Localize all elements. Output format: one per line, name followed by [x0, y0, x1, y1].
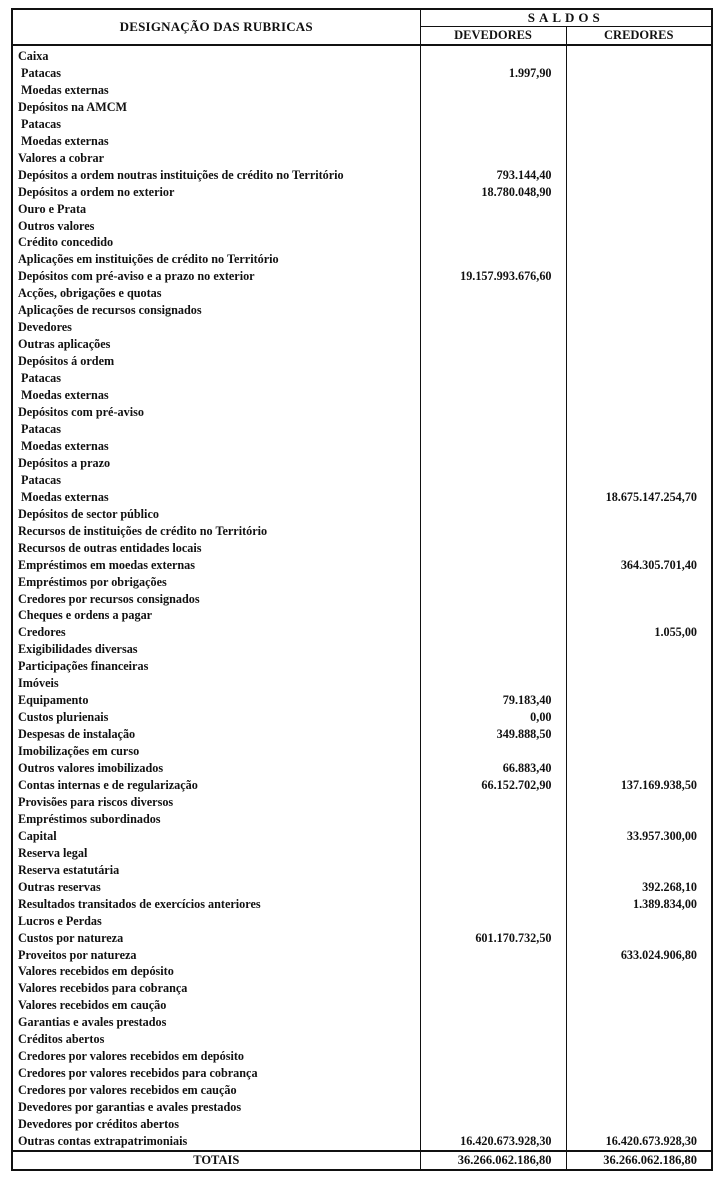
- row-devedores: [420, 150, 566, 167]
- row-devedores: [420, 285, 566, 302]
- row-devedores: [420, 218, 566, 235]
- table-row: [12, 896, 712, 913]
- row-credores: [566, 726, 712, 743]
- row-credores: 137.169.938,50: [566, 777, 712, 794]
- row-designation: Caixa: [12, 45, 420, 65]
- row-devedores: [420, 862, 566, 879]
- row-devedores: [420, 421, 566, 438]
- row-devedores: [420, 319, 566, 336]
- row-credores: [566, 65, 712, 82]
- table-row: [12, 675, 712, 692]
- table-row: [12, 523, 712, 540]
- row-credores: [566, 675, 712, 692]
- row-devedores: 18.780.048,90: [420, 184, 566, 201]
- row-devedores: [420, 658, 566, 675]
- table-row: [12, 692, 712, 709]
- table-row: [12, 167, 712, 184]
- row-credores: [566, 45, 712, 65]
- table-row: [12, 251, 712, 268]
- row-devedores: [420, 591, 566, 608]
- row-designation: Empréstimos subordinados: [12, 811, 420, 828]
- row-credores: [566, 811, 712, 828]
- row-designation: Custos por natureza: [12, 930, 420, 947]
- row-credores: [566, 387, 712, 404]
- row-designation: Patacas: [12, 472, 420, 489]
- row-designation: Despesas de instalação: [12, 726, 420, 743]
- row-credores: [566, 99, 712, 116]
- table-row: [12, 218, 712, 235]
- row-devedores: 601.170.732,50: [420, 930, 566, 947]
- row-designation: Outras contas extrapatrimoniais: [12, 1133, 420, 1151]
- row-credores: [566, 540, 712, 557]
- row-credores: [566, 370, 712, 387]
- row-credores: [566, 1031, 712, 1048]
- table-row: [12, 1116, 712, 1133]
- row-credores: [566, 930, 712, 947]
- table-row: [12, 133, 712, 150]
- row-devedores: [420, 234, 566, 251]
- table-row: [12, 1031, 712, 1048]
- table-row: [12, 930, 712, 947]
- row-designation: Depósitos com pré-aviso: [12, 404, 420, 421]
- row-devedores: [420, 251, 566, 268]
- row-designation: Créditos abertos: [12, 1031, 420, 1048]
- row-devedores: [420, 438, 566, 455]
- row-credores: [566, 201, 712, 218]
- row-designation: Depósitos á ordem: [12, 353, 420, 370]
- table-footer: [12, 1151, 712, 1170]
- row-designation: Exigibilidades diversas: [12, 641, 420, 658]
- row-credores: [566, 1116, 712, 1133]
- table-row: [12, 777, 712, 794]
- row-devedores: [420, 997, 566, 1014]
- row-credores: [566, 472, 712, 489]
- row-devedores: 66.883,40: [420, 760, 566, 777]
- table-row: [12, 658, 712, 675]
- row-designation: Garantias e avales prestados: [12, 1014, 420, 1031]
- table-row: [12, 607, 712, 624]
- row-credores: [566, 862, 712, 879]
- row-devedores: [420, 828, 566, 845]
- table-row: [12, 404, 712, 421]
- row-designation: Devedores por créditos abertos: [12, 1116, 420, 1133]
- row-devedores: [420, 980, 566, 997]
- row-designation: Provisões para riscos diversos: [12, 794, 420, 811]
- row-credores: [566, 82, 712, 99]
- table-row: [12, 641, 712, 658]
- totals-label: TOTAIS: [12, 1151, 420, 1170]
- row-devedores: [420, 1099, 566, 1116]
- row-credores: [566, 1082, 712, 1099]
- row-devedores: 66.152.702,90: [420, 777, 566, 794]
- row-credores: [566, 353, 712, 370]
- row-designation: Aplicações de recursos consignados: [12, 302, 420, 319]
- row-designation: Patacas: [12, 116, 420, 133]
- table-row: [12, 45, 712, 65]
- table-row: [12, 353, 712, 370]
- table-row: [12, 862, 712, 879]
- row-devedores: [420, 1116, 566, 1133]
- table-row: [12, 438, 712, 455]
- row-designation: Moedas externas: [12, 133, 420, 150]
- totals-devedores: 36.266.062.186,80: [420, 1151, 566, 1170]
- row-devedores: [420, 201, 566, 218]
- row-designation: Acções, obrigações e quotas: [12, 285, 420, 302]
- row-designation: Outras aplicações: [12, 336, 420, 353]
- row-designation: Valores recebidos para cobrança: [12, 980, 420, 997]
- row-credores: [566, 268, 712, 285]
- row-designation: Credores: [12, 624, 420, 641]
- row-devedores: [420, 353, 566, 370]
- table-row: [12, 472, 712, 489]
- row-designation: Depósitos na AMCM: [12, 99, 420, 116]
- table-row: [12, 506, 712, 523]
- row-credores: [566, 760, 712, 777]
- table-row: [12, 268, 712, 285]
- row-designation: Resultados transitados de exercícios anteriores: [12, 896, 420, 913]
- row-credores: 18.675.147.254,70: [566, 489, 712, 506]
- table-row: [12, 743, 712, 760]
- row-credores: [566, 913, 712, 930]
- table-row: [12, 963, 712, 980]
- row-devedores: [420, 947, 566, 964]
- row-devedores: [420, 336, 566, 353]
- credores-header: CREDORES: [566, 27, 712, 46]
- row-credores: [566, 302, 712, 319]
- table-row: [12, 760, 712, 777]
- row-designation: Recursos de instituições de crédito no Território: [12, 523, 420, 540]
- row-devedores: [420, 1014, 566, 1031]
- row-devedores: 793.144,40: [420, 167, 566, 184]
- row-credores: [566, 641, 712, 658]
- table-row: [12, 811, 712, 828]
- row-devedores: [420, 99, 566, 116]
- table-row: [12, 828, 712, 845]
- row-credores: [566, 319, 712, 336]
- row-credores: 1.055,00: [566, 624, 712, 641]
- row-designation: Credores por valores recebidos em depósito: [12, 1048, 420, 1065]
- row-credores: [566, 574, 712, 591]
- row-credores: [566, 658, 712, 675]
- row-devedores: [420, 879, 566, 896]
- row-designation: Reserva estatutária: [12, 862, 420, 879]
- table-row: [12, 980, 712, 997]
- row-devedores: [420, 624, 566, 641]
- table-row: [12, 557, 712, 574]
- row-credores: [566, 285, 712, 302]
- row-devedores: [420, 472, 566, 489]
- table-row: [12, 1099, 712, 1116]
- table-row: [12, 489, 712, 506]
- row-devedores: [420, 1065, 566, 1082]
- row-designation: Credores por valores recebidos para cobrança: [12, 1065, 420, 1082]
- row-designation: Moedas externas: [12, 438, 420, 455]
- row-designation: Credores por valores recebidos em caução: [12, 1082, 420, 1099]
- row-credores: [566, 1014, 712, 1031]
- row-devedores: 349.888,50: [420, 726, 566, 743]
- row-devedores: [420, 607, 566, 624]
- row-designation: Devedores: [12, 319, 420, 336]
- row-credores: [566, 845, 712, 862]
- row-credores: [566, 421, 712, 438]
- row-devedores: [420, 506, 566, 523]
- row-credores: [566, 591, 712, 608]
- row-devedores: 1.997,90: [420, 65, 566, 82]
- row-devedores: [420, 1031, 566, 1048]
- row-designation: Participações financeiras: [12, 658, 420, 675]
- saldos-header: SALDOS: [420, 9, 712, 27]
- table-row: [12, 794, 712, 811]
- row-designation: Cheques e ordens a pagar: [12, 607, 420, 624]
- row-devedores: [420, 1082, 566, 1099]
- row-devedores: [420, 743, 566, 760]
- row-credores: [566, 438, 712, 455]
- row-credores: [566, 1048, 712, 1065]
- row-designation: Depósitos de sector público: [12, 506, 420, 523]
- row-credores: 33.957.300,00: [566, 828, 712, 845]
- row-devedores: [420, 455, 566, 472]
- row-credores: [566, 404, 712, 421]
- table-row: [12, 624, 712, 641]
- table-row: [12, 540, 712, 557]
- table-row: [12, 455, 712, 472]
- row-credores: [566, 1099, 712, 1116]
- row-devedores: [420, 1048, 566, 1065]
- table-row: [12, 99, 712, 116]
- table-row: [12, 319, 712, 336]
- row-devedores: 0,00: [420, 709, 566, 726]
- row-designation: Outros valores: [12, 218, 420, 235]
- row-designation: Valores recebidos em caução: [12, 997, 420, 1014]
- row-devedores: [420, 133, 566, 150]
- row-devedores: [420, 404, 566, 421]
- row-designation: Imóveis: [12, 675, 420, 692]
- row-credores: [566, 709, 712, 726]
- row-credores: [566, 607, 712, 624]
- row-devedores: [420, 489, 566, 506]
- table-row: [12, 201, 712, 218]
- row-devedores: [420, 794, 566, 811]
- row-designation: Depósitos com pré-aviso e a prazo no exterior: [12, 268, 420, 285]
- row-credores: [566, 218, 712, 235]
- designation-header: DESIGNAÇÃO DAS RUBRICAS: [12, 9, 420, 45]
- row-devedores: [420, 523, 566, 540]
- row-designation: Equipamento: [12, 692, 420, 709]
- row-devedores: [420, 574, 566, 591]
- row-devedores: [420, 963, 566, 980]
- row-designation: Ouro e Prata: [12, 201, 420, 218]
- row-credores: [566, 150, 712, 167]
- table-row: [12, 1048, 712, 1065]
- row-credores: 364.305.701,40: [566, 557, 712, 574]
- row-credores: [566, 133, 712, 150]
- table-row: [12, 234, 712, 251]
- row-credores: 16.420.673.928,30: [566, 1133, 712, 1151]
- devedores-header: DEVEDORES: [420, 27, 566, 46]
- row-designation: Proveitos por natureza: [12, 947, 420, 964]
- row-credores: [566, 1065, 712, 1082]
- table-row: [12, 947, 712, 964]
- balance-table: [11, 8, 713, 1171]
- row-designation: Depósitos a prazo: [12, 455, 420, 472]
- table-body: [12, 45, 712, 1151]
- table-row: [12, 574, 712, 591]
- row-designation: Empréstimos por obrigações: [12, 574, 420, 591]
- table-row: [12, 1133, 712, 1151]
- row-credores: [566, 997, 712, 1014]
- row-designation: Patacas: [12, 370, 420, 387]
- row-devedores: [420, 302, 566, 319]
- table-row: [12, 302, 712, 319]
- totals-row: [12, 1151, 712, 1170]
- table-row: [12, 116, 712, 133]
- row-credores: [566, 794, 712, 811]
- row-designation: Valores recebidos em depósito: [12, 963, 420, 980]
- row-devedores: [420, 116, 566, 133]
- row-designation: Reserva legal: [12, 845, 420, 862]
- table-row: [12, 421, 712, 438]
- row-credores: [566, 184, 712, 201]
- row-designation: Imobilizações em curso: [12, 743, 420, 760]
- row-devedores: 19.157.993.676,60: [420, 268, 566, 285]
- table-row: [12, 1065, 712, 1082]
- table-row: [12, 726, 712, 743]
- row-designation: Aplicações em instituições de crédito no Território: [12, 251, 420, 268]
- row-designation: Moedas externas: [12, 82, 420, 99]
- row-designation: Depósitos a ordem noutras instituições de crédito no Território: [12, 167, 420, 184]
- table-row: [12, 997, 712, 1014]
- row-credores: [566, 963, 712, 980]
- row-devedores: [420, 45, 566, 65]
- table-row: [12, 1082, 712, 1099]
- table-row: [12, 150, 712, 167]
- row-credores: [566, 523, 712, 540]
- row-devedores: 79.183,40: [420, 692, 566, 709]
- balance-sheet: [11, 8, 711, 1171]
- row-designation: Capital: [12, 828, 420, 845]
- row-credores: [566, 251, 712, 268]
- row-devedores: [420, 557, 566, 574]
- row-designation: Patacas: [12, 421, 420, 438]
- row-designation: Outros valores imobilizados: [12, 760, 420, 777]
- table-row: [12, 387, 712, 404]
- row-devedores: [420, 370, 566, 387]
- row-credores: 1.389.834,00: [566, 896, 712, 913]
- row-credores: [566, 506, 712, 523]
- row-devedores: [420, 896, 566, 913]
- table-row: [12, 65, 712, 82]
- row-designation: Recursos de outras entidades locais: [12, 540, 420, 557]
- table-row: [12, 285, 712, 302]
- table-row: [12, 370, 712, 387]
- row-designation: Crédito concedido: [12, 234, 420, 251]
- table-row: [12, 845, 712, 862]
- row-designation: Custos plurienais: [12, 709, 420, 726]
- row-credores: [566, 167, 712, 184]
- row-credores: [566, 116, 712, 133]
- row-designation: Outras reservas: [12, 879, 420, 896]
- row-designation: Lucros e Perdas: [12, 913, 420, 930]
- row-credores: [566, 455, 712, 472]
- table-header: [12, 9, 712, 45]
- row-designation: Patacas: [12, 65, 420, 82]
- row-designation: Depósitos a ordem no exterior: [12, 184, 420, 201]
- row-credores: [566, 980, 712, 997]
- table-row: [12, 1014, 712, 1031]
- row-devedores: [420, 540, 566, 557]
- row-designation: Moedas externas: [12, 387, 420, 404]
- row-devedores: [420, 913, 566, 930]
- row-designation: Empréstimos em moedas externas: [12, 557, 420, 574]
- table-row: [12, 184, 712, 201]
- row-devedores: [420, 845, 566, 862]
- row-credores: [566, 336, 712, 353]
- row-devedores: 16.420.673.928,30: [420, 1133, 566, 1151]
- row-devedores: [420, 675, 566, 692]
- table-row: [12, 82, 712, 99]
- table-row: [12, 336, 712, 353]
- table-row: [12, 913, 712, 930]
- row-credores: 633.024.906,80: [566, 947, 712, 964]
- row-credores: [566, 743, 712, 760]
- row-devedores: [420, 387, 566, 404]
- row-devedores: [420, 811, 566, 828]
- table-row: [12, 591, 712, 608]
- row-credores: [566, 234, 712, 251]
- row-designation: Devedores por garantias e avales prestados: [12, 1099, 420, 1116]
- row-devedores: [420, 641, 566, 658]
- table-row: [12, 879, 712, 896]
- row-credores: [566, 692, 712, 709]
- row-credores: 392.268,10: [566, 879, 712, 896]
- row-designation: Credores por recursos consignados: [12, 591, 420, 608]
- totals-credores: 36.266.062.186,80: [566, 1151, 712, 1170]
- table-row: [12, 709, 712, 726]
- row-designation: Valores a cobrar: [12, 150, 420, 167]
- row-devedores: [420, 82, 566, 99]
- row-designation: Contas internas e de regularização: [12, 777, 420, 794]
- row-designation: Moedas externas: [12, 489, 420, 506]
